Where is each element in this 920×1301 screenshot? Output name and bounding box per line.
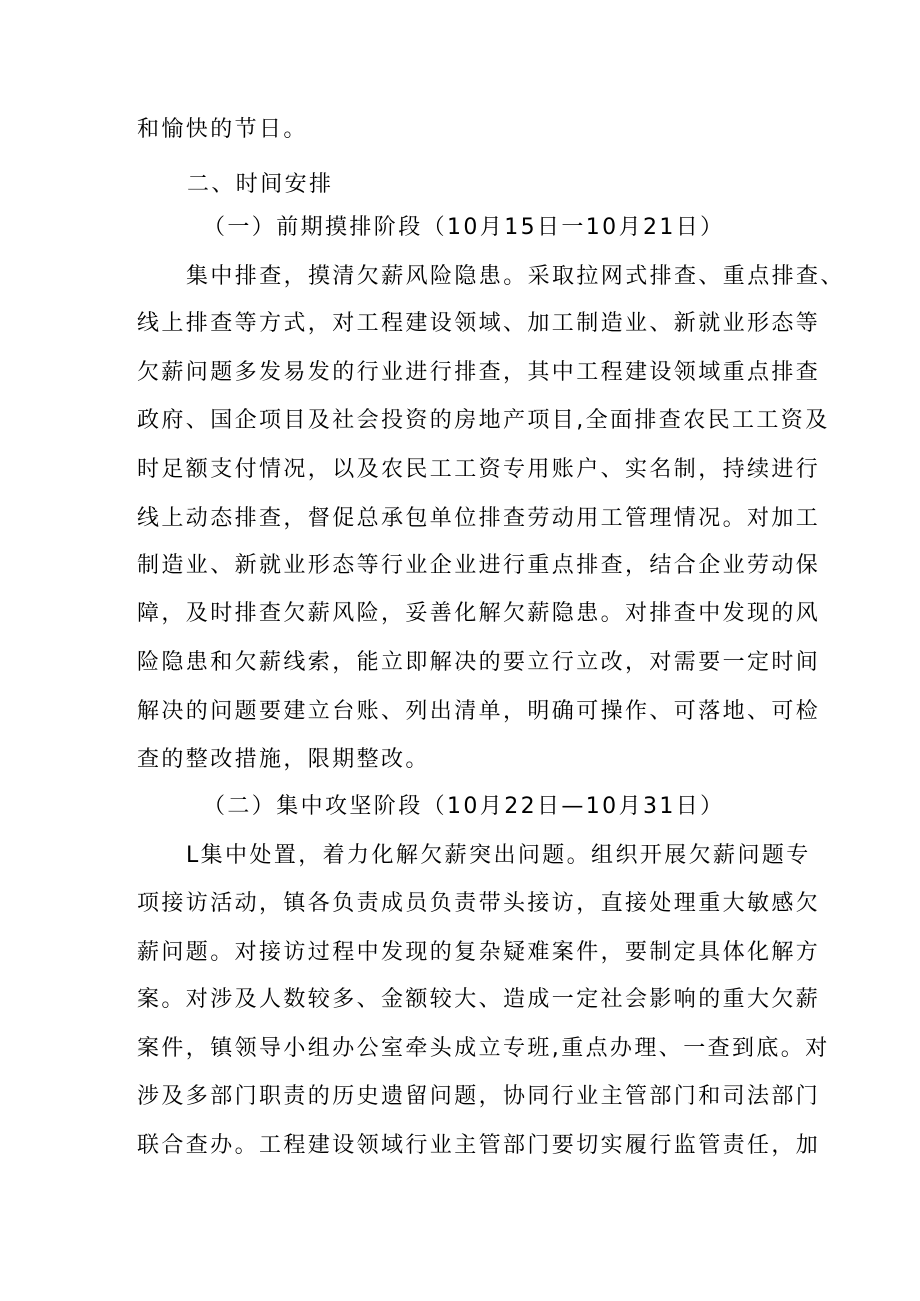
- paragraph-line: 集中排查，摸清欠薪风险隐患。采取拉网式排查、重点排查、: [186, 264, 845, 289]
- paragraph-line: 查的整改措施，限期整改。: [137, 747, 430, 772]
- paragraph-line: 线上动态排查，督促总承包单位排查劳动用工管理情况。对加工: [137, 506, 821, 531]
- paragraph-line: 解决的问题要建立台账、列出清单，明确可操作、可落地、可检: [137, 699, 821, 724]
- paragraph-line: 涉及多部门职责的历史遗留问题，协同行业主管部门和司法部门: [137, 1084, 821, 1109]
- subsection-heading: （一）前期摸排阶段（10月15日一10月21日）: [203, 215, 725, 240]
- paragraph-line: 障，及时排查欠薪风险，妥善化解欠薪隐患。对排查中发现的风: [137, 601, 821, 626]
- paragraph-line: 案。对涉及人数较多、金额较大、造成一定社会影响的重大欠薪: [137, 987, 821, 1012]
- section-heading: 二、时间安排: [187, 172, 334, 197]
- paragraph-line: L集中处置，着力化解欠薪突出问题。组织开展欠薪问题专: [186, 843, 811, 868]
- paragraph-line: 和愉快的节日。: [137, 117, 308, 142]
- paragraph-line: 政府、国企项目及社会投资的房地产项目,全面排查农民工工资及: [137, 408, 830, 433]
- paragraph-line: 案件，镇领导小组办公室牵头成立专班,重点办理、一查到底。对: [137, 1036, 830, 1061]
- subsection-heading: （二）集中攻坚阶段（10月22日—10月31日）: [203, 794, 725, 819]
- paragraph-line: 欠薪问题多发易发的行业进行排查，其中工程建设领域重点排查: [137, 360, 821, 385]
- paragraph-line: 险隐患和欠薪线索，能立即解决的要立行立改，对需要一定时间: [137, 650, 821, 675]
- paragraph-line: 时足额支付情况，以及农民工工资专用账户、实名制，持续进行: [137, 457, 821, 482]
- paragraph-line: 项接访活动，镇各负责成员负责带头接访，直接处理重大敏感欠: [137, 891, 821, 916]
- paragraph-line: 联合查办。工程建设领域行业主管部门要切实履行监管责任，加: [137, 1133, 821, 1158]
- paragraph-line: 薪问题。对接访过程中发现的复杂疑难案件，要制定具体化解方: [137, 940, 821, 965]
- paragraph-line: 制造业、新就业形态等行业企业进行重点排查，结合企业劳动保: [137, 553, 821, 578]
- paragraph-line: 线上排查等方式，对工程建设领域、加工制造业、新就业形态等: [137, 311, 821, 336]
